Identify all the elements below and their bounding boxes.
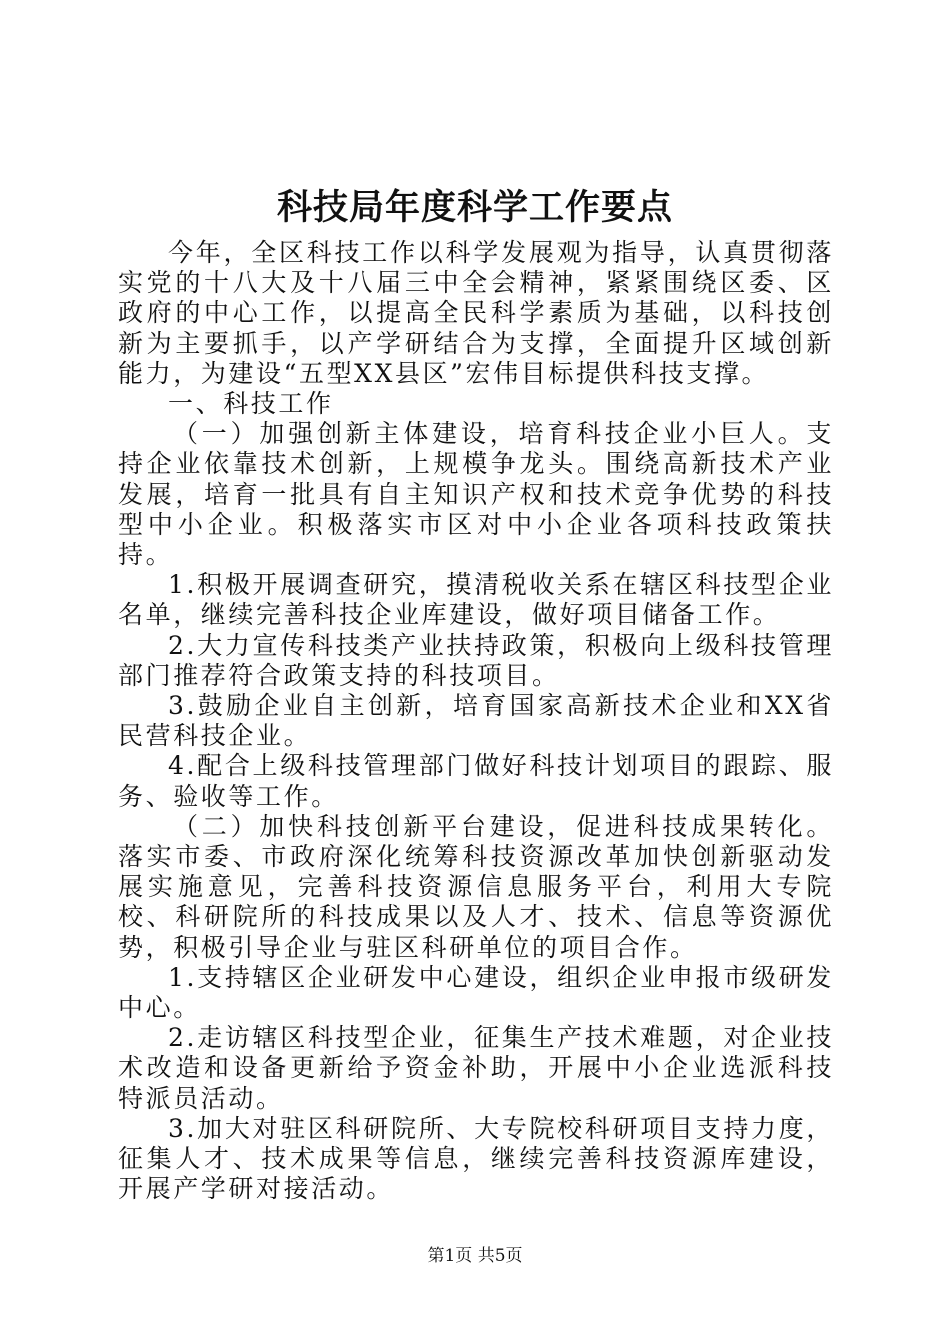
paragraph-intro: 今年，全区科技工作以科学发展观为指导，认真贯彻落实党的十八大及十八届三中全会精神，紧紧围绕区委、区政府的中心工作，以提高全民科学素质为基础，以科技创新为主要抓手，以产学研结合为支撑，全面提升区域创新能力，为建设“五型XX县区”宏伟目标提供科技支撑。: [118, 238, 834, 388]
list-item: 4.配合上级科技管理部门做好科技计划项目的跟踪、服务、验收等工作。: [118, 751, 834, 811]
list-item: 1.积极开展调查研究，摸清税收关系在辖区科技型企业名单，继续完善科技企业库建设，做好项目储备工作。: [118, 570, 834, 630]
document-title: 科技局年度科学工作要点: [276, 187, 673, 228]
subsection-heading-2: （二）加快科技创新平台建设，促进科技成果转化。落实市委、市政府深化统筹科技资源改革加快创新驱动发展实施意见，完善科技资源信息服务平台，利用大专院校、科研院所的科技成果以及人才、技术、信息等资源优势，积极引导企业与驻区科研单位的项目合作。: [118, 811, 834, 962]
section-heading-1: 一、科技工作: [168, 389, 334, 419]
list-item: 3.鼓励企业自主创新，培育国家高新技术企业和XX省民营科技企业。: [118, 691, 834, 751]
list-item: 1.支持辖区企业研发中心建设，组织企业申报市级研发中心。: [118, 962, 834, 1023]
list-item: 3.加大对驻区科研院所、大专院校科研项目支持力度，征集人才、技术成果等信息，继续完善科技资源库建设，开展产学研对接活动。: [118, 1113, 834, 1204]
subsection-heading-1: （一）加强创新主体建设，培育科技企业小巨人。支持企业依靠技术创新，上规模争龙头。围绕高新技术产业发展，培育一批具有自主知识产权和技术竞争优势的科技型中小企业。积极落实市区对中小企业各项科技政策扶持。: [118, 419, 834, 570]
page-footer: 第1页 共5页: [427, 1246, 523, 1266]
list-item: 2.走访辖区科技型企业，征集生产技术难题，对企业技术改造和设备更新给予资金补助，开展中小企业选派科技特派员活动。: [118, 1023, 834, 1113]
list-item: 2.大力宣传科技类产业扶持政策，积极向上级科技管理部门推荐符合政策支持的科技项目。: [118, 630, 834, 690]
document-body: [118, 238, 834, 1205]
